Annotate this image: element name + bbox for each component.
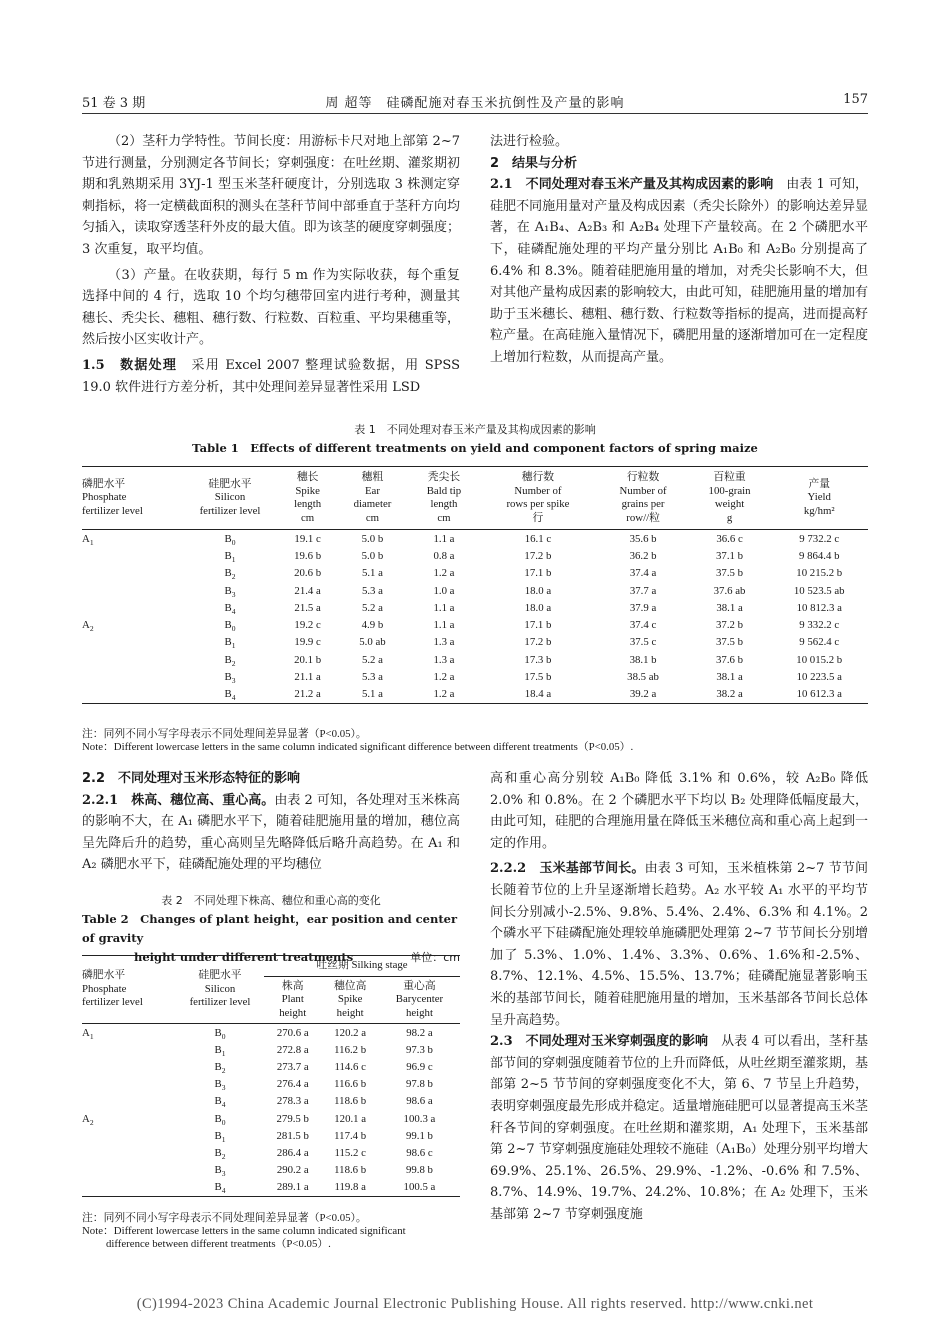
section-2-2-2-text: 由表 3 可知，玉米植株第 2~7 节节间长随着节位的上升呈逐渐增长趋势。A₂ 水平较 A₁ 水平的平均节间长分别减小-2.5%、9.8%、5.4%、2.4%、6.3% 和 4.1%。2 个磷水平下硅磷配施处理较单施磷肥处理第 2~7 节节间长分别增加了 5.3%、1.0%、1.4%、3.3%、0.6%、1.6%和-2.5%、8.7%、12.1%、4.5%、15.5%、13.7%；硅磷配施显著影响玉米的基部节间长，随着硅肥施用量的增加，玉米基部各节间长总体呈升高趋势。: [490, 861, 868, 1028]
table1-cell: 21.2 a: [294, 688, 321, 701]
table2-cell: 100.3 a: [403, 1112, 436, 1125]
table1-note-cn: 注：同列不同小写字母表示不同处理间差异显著（P<0.05）。: [82, 728, 367, 740]
table1-cell: 1.1 a: [433, 532, 455, 545]
table1-cell: 1.1 a: [433, 619, 455, 632]
table1-cell: 19.6 b: [294, 549, 322, 562]
table1-cell: 17.1 b: [524, 619, 552, 632]
table2-cell: 272.8 a: [276, 1043, 309, 1056]
table1-cell: 18.0 a: [524, 601, 552, 614]
section-2-3-text: 从表 4 可以看出，茎秆基部节间的穿刺强度随着节位的上升而降低，从吐丝期至灌浆期，基部第 2~5 节节间的穿刺强度变化不大，第 6、7 节呈上升趋势，表明穿刺强度最先形成并稳定。适量增施硅肥可以显著提高玉米茎秆各节间的穿刺强度。在吐丝期和灌浆期，A₁ 处理下，玉米基部第 2~7 节穿刺强度施硅处理较不施硅（A₁B₀）处理分别平均增大 69.9%、25.1%、26.5%、29.9%、-1.2%、-0.6% 和 7.5%、8.7%、14.9%、19.7%、24.2%、10.8%；在 A₂ 处理下，玉米基部第 2~7 节穿刺强度施: [490, 1034, 868, 1222]
table1-cell: 5.2 a: [361, 601, 383, 614]
section-2-1-text: 由表 1 可知，硅肥不同施用量对产量及构成因素（秃尖长除外）的影响达差异显著，在 A₁B₄、A₂B₃ 和 A₂B₄ 处理下产量较高。在 2 个磷肥水平下，硅磷配施处理的平均产量分别比 A₁B₀ 和 A₂B₀ 分别提高了 6.4% 和 8.3%。随着硅肥施用量的增加，对秃尖长影响不大，但对其他产量构成因素的影响较大，由此可知，硅肥施用量的增加有助于玉米穗长、穗粗、穗行数、行粒数等指标的提高，进而提高籽粒产量。在高硅施入量情况下，磷肥用量的逐渐增加可在一定程度上增加行粒数，从而提高产量。: [490, 177, 868, 365]
table2-cell: $B_1$: [214, 1129, 226, 1144]
table2-row: [82, 1093, 460, 1110]
table1-head-ear-diameter: 穗粗 Ear diameter cm: [353, 471, 392, 524]
table1-row: [82, 651, 868, 668]
table2-cell: 97.8 b: [405, 1078, 433, 1091]
table1-cell: 37.7 a: [629, 584, 657, 597]
section-2-2-1-heading: 2.2.1 株高、穗位高、重心高。: [82, 792, 275, 808]
table2-cell: $B_3$: [214, 1164, 226, 1179]
journal-volume: 51 卷 3 期: [82, 96, 146, 111]
section-2-2-1-text: 由表 2 可知，各处理对玉米株高的影响不大，在 A₁ 磷肥水平下，随着硅肥施用量的增加，穗位高呈先降后升的趋势，重心高则呈先略降低后略升高趋势。在 A₁ 和 A₂ 磷肥水平下，硅磷配施处理的平均穗位: [82, 792, 460, 873]
table1-caption-en: Table 1 Effects of different treatments on yield and component factors of spring maize: [192, 441, 758, 455]
table1-cell: 39.2 a: [629, 688, 657, 701]
table1-head-grains-per-row: 行粒数 Number of grains per row//粒: [619, 471, 667, 524]
table1-cell: [82, 668, 180, 685]
table2-cell: [82, 1179, 176, 1197]
table1-cell: [82, 582, 180, 599]
table1-head-spike-length: 穗长 Spike length cm: [294, 471, 322, 524]
section-2-2-heading: 2.2 不同处理对玉米形态特征的影响: [82, 771, 301, 786]
section-2-2-1: [82, 790, 460, 876]
table2-cell: 96.9 c: [406, 1060, 433, 1073]
table2-unit: 单位：cm: [410, 951, 460, 964]
table2-caption-en-2: height under different treatments: [134, 950, 354, 964]
table1-row: [82, 616, 868, 633]
table1-cell: 5.0 b: [361, 532, 384, 545]
table1-row: [82, 668, 868, 685]
table2-cell: 119.8 a: [334, 1181, 366, 1194]
table2-cell: 114.6 c: [334, 1060, 366, 1073]
table1-cell: [82, 565, 180, 582]
table1-cell: $B_3$: [224, 671, 236, 686]
table1-cell: 10 215.2 b: [796, 567, 843, 580]
table1-cell: 1.3 a: [433, 653, 455, 666]
table2-cell: 98.2 a: [406, 1026, 433, 1039]
table1-cell: [82, 547, 180, 564]
table1-cell: 37.9 a: [629, 601, 657, 614]
table1-cell: 10 523.5 ab: [793, 584, 845, 597]
table1-caption-cn: 表 1 不同处理对春玉米产量及其构成因素的影响: [354, 423, 596, 436]
table1-cell: 17.3 b: [524, 653, 552, 666]
table2-header-row-1: [82, 956, 460, 977]
table2-cell: $B_4$: [214, 1181, 226, 1196]
table1-row: [82, 530, 868, 548]
table2-cell: [82, 1093, 176, 1110]
table1-cell: 5.3 a: [361, 671, 383, 684]
table1-cell: $A_1$: [82, 532, 94, 547]
table1-cell: 9 864.4 b: [799, 549, 840, 562]
table2-head-phosphate: 磷肥水平 Phosphate fertilizer level: [82, 956, 176, 1024]
paragraph-yield: （3）产量。在收获期，每行 5 m 作为实际收获，每个重复选择中间的 4 行，选取 10 个均匀穗带回室内进行考种，测量其穗长、秃尖长、穗粗、穗行数、行粒数、百粒重、平均果穗重等，然后按小区实收计产。: [82, 267, 460, 348]
section-2-1: [490, 174, 868, 368]
table2-row: [82, 1041, 460, 1058]
table2-row: [82, 1110, 460, 1127]
table1-cell: 21.5 a: [294, 601, 321, 614]
table2-cell: 278.3 a: [276, 1095, 309, 1108]
table2-cell: 100.5 a: [403, 1181, 436, 1194]
section-2-2-2-heading: 2.2.2 玉米基部节间长。: [490, 861, 645, 877]
table1-head-yield: 产量 Yield kg/hm²: [803, 477, 835, 517]
table2-note-en-2: difference between different treatments（P<0.05）.: [106, 1238, 331, 1250]
section-2-heading: 2 结果与分析: [490, 155, 578, 171]
table1-header-row: [82, 467, 868, 530]
table1-row: [82, 599, 868, 616]
table1-cell: 19.9 c: [294, 636, 321, 649]
table2-cell: $B_2$: [214, 1060, 226, 1076]
table1-cell: 38.1 a: [716, 671, 743, 684]
table1-cell: [82, 651, 180, 668]
table1: [82, 466, 868, 704]
table1-cell: 10 812.3 a: [796, 601, 842, 614]
table2-cell: 99.8 b: [405, 1164, 433, 1177]
table1-cell: 20.6 b: [294, 567, 322, 580]
table2-row: [82, 1162, 460, 1179]
table1-cell: 37.5 b: [716, 636, 744, 649]
table1-cell: [82, 599, 180, 616]
table2-cell: $A_1$: [82, 1026, 94, 1041]
table2-cell: 118.6 b: [334, 1095, 367, 1108]
section-1-5: [82, 355, 460, 398]
table1-cell: 1.2 a: [433, 688, 455, 701]
paragraph-2-2-1-continuation: 高和重心高分别较 A₁B₀ 降低 3.1% 和 0.6%，较 A₂B₀ 降低 2.0% 和 0.8%。在 2 个磷肥水平下均以 B₂ 处理降低幅度最大，由此可知，硅肥的合理施用量在降低玉米穗位高和重心高上起到一定的作用。: [490, 771, 868, 851]
right-column-top: [490, 131, 868, 369]
section-2-2-2: [490, 858, 868, 1031]
table2-cell: [82, 1058, 176, 1075]
table2-cell: 273.7 a: [276, 1060, 309, 1073]
table1-head-silicon: 硅肥水平 Silicon fertilizer level: [199, 477, 261, 517]
table2-cell: $A_2$: [82, 1112, 94, 1127]
table2-cell: 276.4 a: [276, 1078, 309, 1091]
table1-cell: $B_1$: [224, 636, 236, 651]
table2-cell: 279.5 b: [276, 1112, 309, 1125]
table2-head-spike-height: 穗位高 Spike height: [333, 979, 367, 1019]
running-header: [82, 92, 868, 112]
table1-cell: 17.2 b: [524, 549, 552, 562]
table1-cell: 35.6 b: [629, 532, 657, 545]
table1-cell: $B_4$: [224, 688, 236, 703]
table1-cell: 19.1 c: [294, 532, 321, 545]
section-1-5-text: 采用 Excel 2007 整理试验数据，用 SPSS 19.0 软件进行方差分析，其中处理间差异显著性采用 LSD: [82, 357, 460, 395]
table2-cell: 116.6 b: [334, 1078, 367, 1091]
table1-cell: 19.2 c: [294, 619, 321, 632]
table2-cell: $B_1$: [214, 1043, 226, 1058]
table1-cell: [82, 686, 180, 704]
table1-cell: 36.2 b: [629, 549, 657, 562]
table1-row: [82, 547, 868, 564]
table1-cell: $B_1$: [224, 549, 236, 565]
table1-cell: 37.6 b: [716, 653, 744, 666]
table1-cell: 36.6 c: [716, 532, 743, 545]
table2-cell: 289.1 a: [276, 1181, 309, 1194]
table1-row: [82, 686, 868, 704]
table2-head-silking-stage: 吐丝期 Silking stage: [264, 956, 460, 977]
table1-cell: 1.0 a: [433, 584, 455, 597]
table1-cell: 5.1 a: [361, 688, 383, 701]
table1-cell: 17.1 b: [524, 567, 552, 580]
table2-cell: [82, 1076, 176, 1093]
table2-head-silicon: 硅肥水平 Silicon fertilizer level: [176, 956, 264, 1024]
table1-row: [82, 565, 868, 582]
section-2-3-heading: 2.3 不同处理对玉米穿刺强度的影响: [490, 1034, 709, 1050]
table2-cell: $B_4$: [214, 1095, 226, 1110]
table1-cell: 4.9 b: [361, 619, 384, 632]
section-1-5-heading: 1.5 数据处理: [82, 357, 178, 373]
table2-cell: $B_0$: [214, 1026, 226, 1041]
table2-cell: 115.2 c: [334, 1146, 366, 1159]
table1-cell: 5.0 ab: [359, 636, 386, 649]
table2-head-plant-height: 株高 Plant height: [279, 979, 307, 1019]
table1-cell: $B_0$: [224, 532, 236, 547]
table1-cell: 5.0 b: [361, 549, 384, 562]
section-2-3: [490, 1031, 868, 1225]
paragraph-stem-mechanics: （2）茎秆力学特性。节间长度：用游标卡尺对地上部第 2~7 节进行测量，分别测定各节间长；穿刺强度：在吐丝期、灌浆期初期和乳熟期采用 3YJ-1 型玉米茎秆硬度计，分别选取 3 株测定穿刺指标，将一定横截面积的测头在茎秆节间中部垂直于茎秆方向均匀插入，读取穿透茎秆外皮的最大值。即为该茎的硬度穿刺强度；3 次重复，取平均值。: [82, 134, 460, 257]
table1-head-phosphate: 磷肥水平 Phosphate fertilizer level: [82, 477, 143, 517]
table1-cell: 21.1 a: [294, 671, 321, 684]
table2-row: [82, 1076, 460, 1093]
table2-cell: $B_2$: [214, 1146, 226, 1162]
table1-row: [82, 634, 868, 651]
table1-cell: $B_0$: [224, 619, 236, 634]
table2-row: [82, 1179, 460, 1197]
table2-head-barycenter: 重心高 Barycenter height: [395, 979, 444, 1019]
table1-cell: $B_2$: [224, 653, 236, 668]
table2-cell: 120.2 a: [334, 1026, 367, 1039]
table1-cell: 17.5 b: [524, 671, 552, 684]
table1-cell: 17.2 b: [524, 636, 552, 649]
table2-cell: 97.3 b: [405, 1043, 433, 1056]
left-column-bottom: [82, 768, 460, 876]
table2-note: [82, 1212, 460, 1251]
table2-cell: [82, 1144, 176, 1161]
table2-row: [82, 1058, 460, 1075]
table2-row: [82, 1144, 460, 1161]
table1-cell: 5.3 a: [361, 584, 383, 597]
table2: [82, 955, 460, 1197]
table2-cell: [82, 1162, 176, 1179]
table2-body: [82, 1024, 460, 1197]
table1-cell: 0.8 a: [433, 549, 455, 562]
left-column-top: [82, 131, 460, 398]
table1-cell: 37.4 c: [629, 619, 657, 632]
table1-body: [82, 530, 868, 704]
table1-row: [82, 582, 868, 599]
table2-note-en-1: Note：Different lowercase letters in the same column indicated significant: [82, 1225, 406, 1237]
table1-cell: 37.5 c: [629, 636, 657, 649]
table2-cell: 270.6 a: [276, 1026, 309, 1039]
table1-cell: 1.2 a: [433, 567, 455, 580]
table1-cell: 18.0 a: [524, 584, 552, 597]
table1-cell: 37.1 b: [716, 549, 744, 562]
table2-cell: 116.2 b: [334, 1043, 367, 1056]
table2-row: [82, 1127, 460, 1144]
table1-note-en: Note：Different lowercase letters in the same column indicated significant difference between different treatments（P<0.05）.: [82, 741, 634, 753]
table2-row: [82, 1024, 460, 1042]
table1-cell: 1.1 a: [433, 601, 455, 614]
table1-cell: 10 015.2 b: [796, 653, 843, 666]
table2-cell: $B_0$: [214, 1112, 226, 1127]
table1-cell: 5.1 a: [361, 567, 383, 580]
table1-cell: 10 612.3 a: [796, 688, 842, 701]
table1-cell: 37.5 b: [716, 567, 744, 580]
table1-caption: [82, 420, 868, 458]
table1-cell: 37.6 ab: [713, 584, 746, 597]
table2-cell: 99.1 b: [405, 1129, 433, 1142]
table2-cell: [82, 1127, 176, 1144]
table2-cell: 118.6 b: [334, 1164, 367, 1177]
table1-cell: 37.4 a: [629, 567, 657, 580]
table2-cell: 120.1 a: [334, 1112, 367, 1125]
table1-cell: 38.1 a: [716, 601, 743, 614]
copyright-footer: (C)1994-2023 China Academic Journal Electronic Publishing House. All rights reserved. http://www.cnki.net: [136, 1296, 814, 1312]
table1-head-100-grain: 百粒重 100-grain weight g: [708, 471, 751, 524]
section-2-1-heading: 2.1 不同处理对春玉米产量及其构成因素的影响: [490, 177, 774, 193]
page-number: 157: [843, 92, 868, 107]
table1-cell: 10 223.5 a: [796, 671, 842, 684]
table1-head-bald-tip: 秃尖长 Bald tip length cm: [426, 471, 462, 524]
table2-cell: 290.2 a: [276, 1164, 309, 1177]
table2-cell: 281.5 b: [276, 1129, 309, 1142]
table1-cell: 20.1 b: [294, 653, 322, 666]
table1-cell: 9 562.4 c: [799, 636, 840, 649]
table2-caption-en-1: Table 2 Changes of plant height，ear position and center of gravity: [82, 912, 458, 945]
table1-cell: 16.1 c: [524, 532, 552, 545]
table2-note-cn: 注：同列不同小写字母表示不同处理间差异显著（P<0.05）。: [82, 1212, 367, 1224]
table1-cell: 9 332.2 c: [799, 619, 840, 632]
table1-cell: 18.4 a: [524, 688, 552, 701]
table1-cell: $B_3$: [224, 584, 236, 599]
table1-cell: 21.4 a: [294, 584, 321, 597]
table1-cell: $B_4$: [224, 601, 236, 616]
table1-cell: 38.5 ab: [627, 671, 659, 684]
right-column-bottom: [490, 768, 868, 1225]
table1-cell: 37.2 b: [716, 619, 744, 632]
table1-cell: 1.3 a: [433, 636, 455, 649]
table1-cell: $B_2$: [224, 567, 236, 582]
table2-cell: 98.6 c: [406, 1146, 433, 1159]
table1-cell: 38.1 b: [629, 653, 657, 666]
table1-cell: [82, 634, 180, 651]
header-rule: [82, 113, 868, 114]
table2-cell: $B_3$: [214, 1078, 226, 1093]
table2-caption-cn: 表 2 不同处理下株高、穗位和重心高的变化: [161, 894, 381, 907]
table2-cell: [82, 1041, 176, 1058]
table1-cell: 9 732.2 c: [799, 532, 840, 545]
table1-note: [82, 728, 868, 754]
table1-cell: 5.2 a: [361, 653, 383, 666]
table1-head-rows-per-spike: 穗行数 Number of rows per spike 行: [506, 471, 570, 524]
table1-cell: $A_2$: [82, 619, 94, 634]
table1-cell: 38.2 a: [716, 688, 743, 701]
table2-cell: 117.4 b: [334, 1129, 367, 1142]
table2-cell: 98.6 a: [406, 1095, 433, 1108]
table1-cell: 1.2 a: [433, 671, 455, 684]
paragraph-continuation: 法进行检验。: [490, 134, 569, 149]
table2-cell: 286.4 a: [276, 1146, 309, 1159]
article-running-title: 周 超等 硅磷配施对春玉米抗倒性及产量的影响: [325, 96, 625, 111]
